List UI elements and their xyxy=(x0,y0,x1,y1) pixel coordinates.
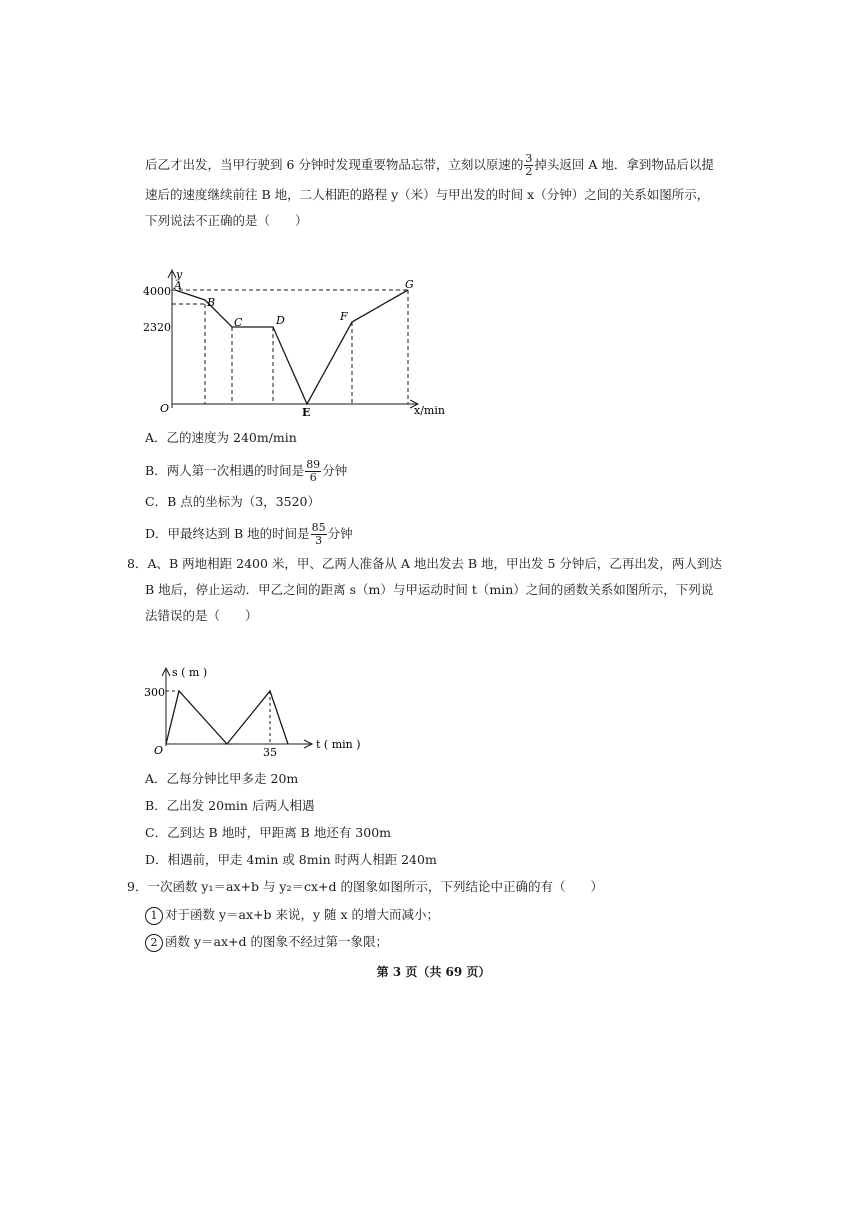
q8-line-3: 法错误的是（ ） xyxy=(145,608,258,623)
q8-line-1: 8．A、B 两地相距 2400 米，甲、乙两人准备从 A 地出发去 B 地，甲出发 5 分钟后，乙再出发，两人到达 xyxy=(127,556,722,571)
q7-option-a: A．乙的速度为 240m/min xyxy=(145,430,297,445)
q7-origin: O xyxy=(160,402,170,415)
q8-option-c: C．乙到达 B 地时，甲距离 B 地还有 300m xyxy=(145,825,392,840)
q8-tick-300: 300 xyxy=(144,686,165,699)
q8-origin: O xyxy=(154,744,164,757)
q8-option-d: D．相遇前，甲走 4min 或 8min 时两人相距 240m xyxy=(145,852,437,867)
q8-option-b: B．乙出发 20min 后两人相遇 xyxy=(145,798,315,813)
q7-x-label: x/min xyxy=(414,404,445,417)
q9-line-1: 9．一次函数 y₁＝ax+b 与 y₂＝cx+d 的图象如图所示，下列结论中正确的有（ ） xyxy=(127,879,603,894)
q7-option-c: C．B 点的坐标为（3，3520） xyxy=(145,494,320,509)
q7-point-b: B xyxy=(207,296,216,309)
q9-item-2-number: 2 xyxy=(145,934,163,952)
q7-line-1b: 掉头返回 A 地．拿到物品后以提 xyxy=(534,157,714,172)
q9-item-1-number: 1 xyxy=(145,907,163,925)
q8-x-label: t ( min ) xyxy=(316,738,361,751)
q7-point-a: A xyxy=(174,279,182,292)
q7-point-e: E xyxy=(302,406,311,419)
q7-option-d: D．甲最终达到 B 地的时间是 $\frac{85}{3}$ 分钟 xyxy=(145,521,353,547)
q7-point-g: G xyxy=(405,278,414,291)
q8-y-label: s ( m ) xyxy=(172,666,208,679)
q9-item-2: 2 函数 y＝ax+d 的图象不经过第一象限； xyxy=(145,932,388,952)
q7-point-d: D xyxy=(276,314,285,327)
q7-line-2: 速后的速度继续前往 B 地，二人相距的路程 y（米）与甲出发的时间 x（分钟）之间的关系如图所示， xyxy=(145,187,710,202)
q7-option-b-fraction: $\frac{89}{6}$ xyxy=(306,458,321,484)
page-footer: 第 3 页（共 69 页） xyxy=(376,965,491,979)
q8-tick-35: 35 xyxy=(263,746,277,759)
q7-y-label: y xyxy=(176,268,183,281)
q8-line-2: B 地后，停止运动．甲乙之间的距离 s（m）与甲运动时间 t（min）之间的函数关系如图所示，下列说 xyxy=(145,582,714,597)
q7-line-1a: 后乙才出发，当甲行驶到 6 分钟时发现重要物品忘带，立刻以原速的 xyxy=(145,157,524,172)
q9-item-1: 1 对于函数 y＝ax+b 来说，y 随 x 的增大而减小； xyxy=(145,905,439,925)
q7-fraction: $\frac{3}{2}$ xyxy=(525,152,533,178)
q8-option-a: A．乙每分钟比甲多走 20m xyxy=(145,771,299,786)
q7-point-c: C xyxy=(234,316,243,329)
q7-tick-4000: 4000 xyxy=(143,285,171,298)
q7-option-d-fraction: $\frac{85}{3}$ xyxy=(311,521,326,547)
q7-point-f: F xyxy=(340,310,348,323)
q7-line-3: 下列说法不正确的是（ ） xyxy=(145,213,308,228)
q7-option-b: B．两人第一次相遇的时间是 $\frac{89}{6}$ 分钟 xyxy=(145,458,348,484)
q7-tick-2320: 2320 xyxy=(143,321,171,334)
